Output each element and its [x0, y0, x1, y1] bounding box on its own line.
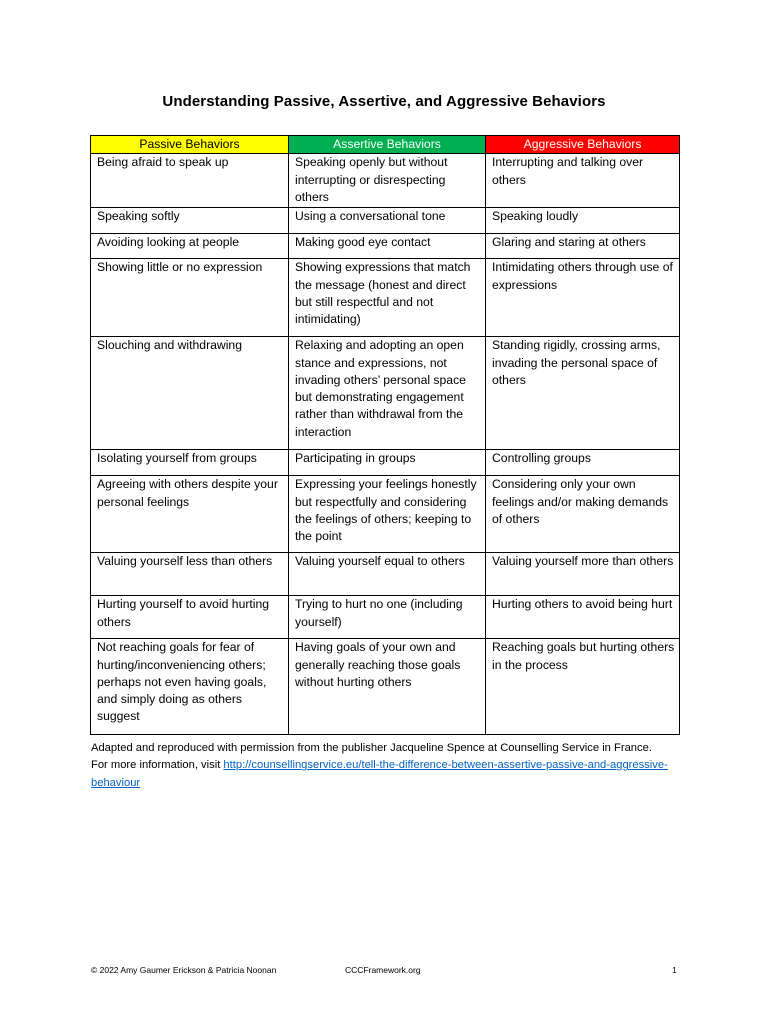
passive-cell: Speaking softly [91, 208, 289, 234]
table-row [91, 259, 680, 337]
passive-cell: Avoiding looking at people [91, 234, 289, 259]
aggressive-cell: Interrupting and talking over others [486, 154, 680, 208]
source-link[interactable]: http://counsellingservice.eu/tell-the-difference-between-assertive-passive-and-aggressive-behaviour [91, 759, 668, 789]
passive-cell: Not reaching goals for fear of hurting/inconveniencing others; perhaps not even having goals, and simply doing as others suggest [91, 639, 289, 735]
attribution-text: Adapted and reproduced with permission from the publisher Jacqueline Spence at Counselling Service in France. [91, 742, 652, 754]
assertive-cell: Trying to hurt no one (including yourself) [289, 596, 486, 639]
assertive-cell: Relaxing and adopting an open stance and expressions, not invading others’ personal space but demonstrating engagement rather than withdrawal from the interaction [289, 337, 486, 450]
aggressive-cell: Hurting others to avoid being hurt [486, 596, 680, 639]
passive-cell: Being afraid to speak up [91, 154, 289, 208]
more-info-line [91, 757, 691, 792]
aggressive-cell: Glaring and staring at others [486, 234, 680, 259]
assertive-cell: Showing expressions that match the message (honest and direct but still respectful and not intimidating) [289, 259, 486, 337]
header-assertive: Assertive Behaviors [289, 136, 486, 154]
assertive-cell: Valuing yourself equal to others [289, 553, 486, 596]
header-row [91, 136, 680, 154]
table-row [91, 476, 680, 553]
assertive-cell: Speaking openly but without interrupting or disrespecting others [289, 154, 486, 208]
passive-cell: Valuing yourself less than others [91, 553, 289, 596]
table-row [91, 208, 680, 234]
assertive-cell: Having goals of your own and generally reaching those goals without hurting others [289, 639, 486, 735]
table-row [91, 450, 680, 476]
aggressive-cell: Speaking loudly [486, 208, 680, 234]
table-row [91, 553, 680, 596]
page-title: Understanding Passive, Assertive, and Aggressive Behaviors [162, 93, 606, 110]
aggressive-cell: Intimidating others through use of expressions [486, 259, 680, 337]
aggressive-cell: Reaching goals but hurting others in the process [486, 639, 680, 735]
aggressive-cell: Considering only your own feelings and/or making demands of others [486, 476, 680, 553]
footer-site: CCCFramework.org [345, 965, 421, 975]
table-row [91, 639, 680, 735]
attribution-note [91, 740, 691, 792]
table-row [91, 154, 680, 208]
table-row [91, 596, 680, 639]
passive-cell: Hurting yourself to avoid hurting others [91, 596, 289, 639]
assertive-cell: Making good eye contact [289, 234, 486, 259]
passive-cell: Agreeing with others despite your personal feelings [91, 476, 289, 553]
footer-copyright: © 2022 Amy Gaumer Erickson & Patricia Noonan [91, 965, 277, 975]
assertive-cell: Participating in groups [289, 450, 486, 476]
header-passive: Passive Behaviors [91, 136, 289, 154]
aggressive-cell: Valuing yourself more than others [486, 553, 680, 596]
aggressive-cell: Controlling groups [486, 450, 680, 476]
more-info-prefix: For more information, visit [91, 759, 224, 772]
passive-cell: Isolating yourself from groups [91, 450, 289, 476]
table-row [91, 337, 680, 450]
table-row [91, 234, 680, 259]
behaviors-table [90, 135, 680, 735]
page-number: 1 [672, 965, 677, 975]
passive-cell: Slouching and withdrawing [91, 337, 289, 450]
passive-cell: Showing little or no expression [91, 259, 289, 337]
aggressive-cell: Standing rigidly, crossing arms, invading the personal space of others [486, 337, 680, 450]
assertive-cell: Expressing your feelings honestly but respectfully and considering the feelings of others; keeping to the point [289, 476, 486, 553]
header-aggressive: Aggressive Behaviors [486, 136, 680, 154]
assertive-cell: Using a conversational tone [289, 208, 486, 234]
